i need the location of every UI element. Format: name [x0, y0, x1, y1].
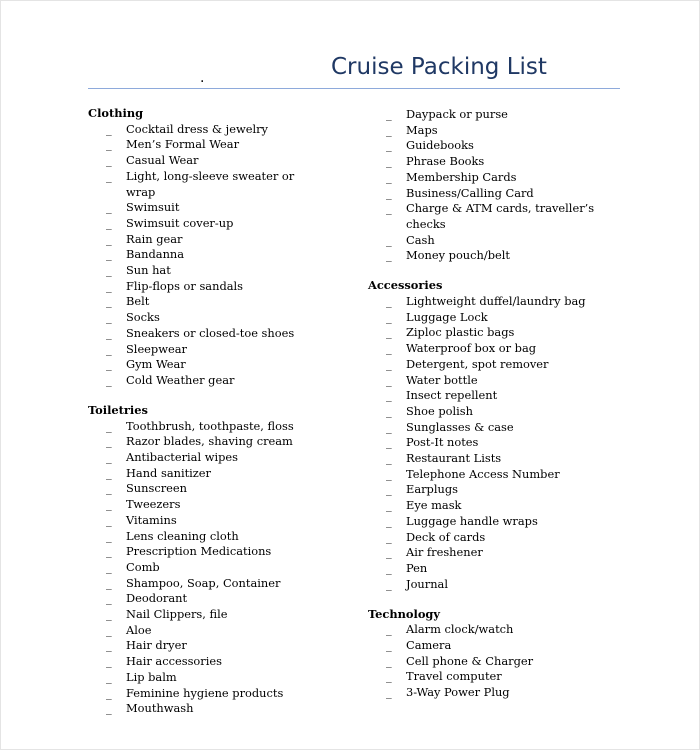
list-item-label: Swimsuit cover-up: [126, 215, 234, 230]
list-item: [368, 388, 618, 404]
list-item-label: Mouthwash: [126, 701, 194, 716]
list-item: [368, 514, 618, 530]
section-heading: Clothing: [88, 106, 144, 120]
section-heading: Technology: [368, 606, 441, 621]
list-item-label: Eye mask: [406, 498, 462, 513]
section-clothing: [88, 106, 358, 389]
list-item-label: Swimsuit: [126, 200, 180, 215]
list-item-label: Bandanna: [126, 247, 185, 262]
list-item: [88, 623, 358, 639]
bullet-mark: _: [386, 685, 392, 700]
list-item-label: Flip-flops or sandals: [126, 278, 244, 293]
list-item-label: Detergent, spot remover: [406, 356, 549, 371]
list-item: [368, 107, 618, 123]
bullet-mark: _: [386, 466, 392, 481]
list-item-label: Charge & ATM cards, traveller’s checks: [406, 201, 595, 231]
list-item: [88, 686, 358, 702]
list-item: [368, 170, 618, 186]
list-item: [368, 498, 618, 514]
list-item: [88, 279, 358, 295]
list-item: [88, 169, 358, 200]
bullet-mark: _: [386, 294, 392, 309]
bullet-mark: _: [386, 498, 392, 513]
list-item-label: Earplugs: [406, 482, 458, 497]
bullet-mark: _: [106, 622, 112, 637]
bullet-mark: _: [106, 168, 112, 183]
bullet-mark: _: [106, 512, 112, 527]
list-item: [368, 404, 618, 420]
bullet-mark: _: [106, 481, 112, 496]
bullet-mark: _: [106, 654, 112, 669]
bullet-mark: _: [386, 185, 392, 200]
list-item-label: Air freshener: [406, 545, 483, 560]
list-item-label: Prescription Medications: [126, 544, 272, 559]
list-item-label: Nail Clippers, file: [126, 607, 228, 622]
bullet-mark: _: [106, 685, 112, 700]
bullet-mark: _: [386, 122, 392, 137]
list-item-label: Shampoo, Soap, Container: [126, 575, 281, 590]
bullet-mark: _: [106, 418, 112, 433]
list-item-label: Sunglasses & case: [406, 419, 514, 434]
bullet-mark: _: [386, 403, 392, 418]
list-item-label: Journal: [406, 576, 448, 591]
list-item-label: Razor blades, shaving cream: [126, 434, 293, 449]
list-item: [88, 263, 358, 279]
list-item-label: Cash: [406, 232, 435, 247]
list-item: [88, 481, 358, 497]
list-item-label: Deck of cards: [406, 529, 486, 544]
bullet-mark: _: [386, 529, 392, 544]
section-toiletries: [88, 403, 358, 717]
bullet-mark: _: [106, 341, 112, 356]
bullet-mark: _: [386, 169, 392, 184]
list-item-label: Guidebooks: [406, 138, 474, 153]
bullet-mark: _: [386, 248, 392, 263]
left-column: [88, 106, 358, 731]
list-item-label: Insect repellent: [406, 388, 498, 403]
list-item-label: Luggage Lock: [406, 309, 488, 324]
list-item-label: Phrase Books: [406, 154, 485, 169]
list-item-label: Daypack or purse: [406, 107, 508, 121]
list-item-label: Luggage handle wraps: [406, 513, 538, 528]
bullet-mark: _: [106, 310, 112, 325]
bullet-mark: _: [386, 356, 392, 371]
list-item-label: Money pouch/belt: [406, 248, 510, 263]
bullet-mark: _: [386, 201, 392, 216]
bullet-mark: _: [106, 153, 112, 168]
list-item-label: Sunscreen: [126, 481, 187, 496]
list-item: [368, 622, 618, 638]
bullet-mark: _: [106, 263, 112, 278]
list-item-label: Post-It notes: [406, 435, 479, 450]
list-item: [88, 137, 358, 153]
section-continued: [368, 107, 618, 264]
list-item-label: Gym Wear: [126, 357, 186, 372]
list-item-label: Sneakers or closed-toe shoes: [126, 325, 295, 340]
list-item: [88, 247, 358, 263]
list-item: [368, 154, 618, 170]
list-item-label: Cold Weather gear: [126, 372, 235, 387]
bullet-mark: _: [386, 513, 392, 528]
list-item-label: Tweezers: [126, 497, 181, 512]
list-item: [88, 326, 358, 342]
list-item: [368, 138, 618, 154]
list-item: [88, 529, 358, 545]
list-item-label: Cell phone & Charger: [406, 653, 534, 668]
list-item: [368, 294, 618, 310]
bullet-mark: _: [386, 325, 392, 340]
right-column: [368, 107, 618, 715]
bullet-mark: _: [386, 576, 392, 591]
list-item: [368, 451, 618, 467]
list-item: [88, 513, 358, 529]
list-item-label: Comb: [126, 559, 160, 574]
list-item-label: Camera: [406, 638, 452, 653]
list-item-label: Lightweight duffel/laundry bag: [406, 294, 586, 309]
bullet-mark: _: [106, 701, 112, 716]
bullet-mark: _: [106, 497, 112, 512]
list-item-label: Sun hat: [126, 263, 171, 278]
list-item-label: Hair accessories: [126, 654, 222, 669]
bullet-mark: _: [106, 669, 112, 684]
list-item: [88, 434, 358, 450]
list-item-label: Light, long-sleeve sweater or wrap: [126, 168, 295, 199]
list-item-label: Travel computer: [406, 669, 502, 684]
list-item: [368, 186, 618, 202]
bullet-mark: _: [106, 294, 112, 309]
list-item: [88, 419, 358, 435]
list-item: [88, 638, 358, 654]
bullet-mark: _: [386, 560, 392, 575]
bullet-mark: _: [106, 200, 112, 215]
list-item: [368, 482, 618, 498]
section-heading: Toiletries: [88, 402, 148, 417]
list-item: [88, 310, 358, 326]
list-item: [368, 341, 618, 357]
list-item: [88, 466, 358, 482]
list-item: [88, 342, 358, 358]
list-item-label: Water bottle: [406, 372, 478, 387]
bullet-mark: _: [386, 232, 392, 247]
list-item: [368, 420, 618, 436]
list-item-label: 3-Way Power Plug: [406, 685, 510, 700]
section-heading: Accessories: [368, 278, 443, 293]
list-item: [368, 233, 618, 249]
list-item: [368, 310, 618, 326]
list-item: [88, 232, 358, 248]
list-item-label: Shoe polish: [406, 403, 473, 418]
list-item: [368, 561, 618, 577]
bullet-mark: _: [386, 545, 392, 560]
page-title: Cruise Packing List: [331, 54, 547, 80]
bullet-mark: _: [386, 372, 392, 387]
list-item-label: Sleepwear: [126, 341, 187, 356]
list-item: [368, 577, 618, 593]
list-item: [368, 467, 618, 483]
list-item: [88, 294, 358, 310]
list-item: [88, 497, 358, 513]
bullet-mark: _: [106, 544, 112, 559]
bullet-mark: _: [386, 435, 392, 450]
list-item-label: Waterproof box or bag: [406, 341, 537, 356]
list-item-label: Pen: [406, 560, 428, 575]
title-rule: [88, 88, 620, 89]
list-item-label: Vitamins: [126, 512, 177, 527]
list-item: [88, 591, 358, 607]
list-item: [368, 545, 618, 561]
list-item-label: Feminine hygiene products: [126, 685, 284, 700]
list-item: [88, 544, 358, 560]
list-item: [368, 638, 618, 654]
bullet-mark: _: [386, 309, 392, 324]
list-item: [88, 200, 358, 216]
list-item-label: Restaurant Lists: [406, 451, 502, 466]
list-item: [88, 576, 358, 592]
list-item: [368, 201, 618, 232]
list-item-label: Business/Calling Card: [406, 185, 534, 200]
list-item-label: Deodorant: [126, 591, 188, 606]
bullet-mark: _: [386, 138, 392, 153]
list-item-label: Toothbrush, toothpaste, floss: [126, 418, 294, 433]
bullet-mark: _: [386, 451, 392, 466]
list-item: [88, 607, 358, 623]
bullet-mark: _: [386, 638, 392, 653]
bullet-mark: _: [106, 528, 112, 543]
list-item: [368, 530, 618, 546]
list-item: [368, 248, 618, 264]
list-item-label: Hair dryer: [126, 638, 187, 653]
list-item-label: Membership Cards: [406, 169, 517, 184]
bullet-mark: _: [106, 465, 112, 480]
list-item-label: Belt: [126, 294, 150, 309]
bullet-mark: _: [106, 638, 112, 653]
list-item: [368, 325, 618, 341]
list-item-label: Socks: [126, 310, 160, 325]
list-item-label: Telephone Access Number: [406, 466, 560, 481]
list-item: [88, 153, 358, 169]
list-item: [368, 373, 618, 389]
bullet-mark: _: [106, 121, 112, 136]
bullet-mark: _: [106, 231, 112, 246]
bullet-mark: _: [106, 247, 112, 262]
list-item: [368, 654, 618, 670]
list-item-label: Aloe: [126, 622, 152, 637]
list-item-label: Men’s Formal Wear: [126, 137, 240, 152]
bullet-mark: _: [106, 575, 112, 590]
bullet-mark: _: [106, 591, 112, 606]
stray-dot: .: [200, 70, 205, 86]
bullet-mark: _: [386, 482, 392, 497]
bullet-mark: _: [106, 434, 112, 449]
bullet-mark: _: [386, 154, 392, 169]
list-item: [88, 216, 358, 232]
bullet-mark: _: [106, 607, 112, 622]
bullet-mark: _: [106, 278, 112, 293]
list-item-label: Ziploc plastic bags: [406, 325, 515, 340]
list-item: [88, 670, 358, 686]
list-item-label: Hand sanitizer: [126, 465, 211, 480]
list-item: [88, 560, 358, 576]
list-item-label: Lens cleaning cloth: [126, 528, 239, 543]
section-technology: [368, 607, 618, 701]
bullet-mark: _: [106, 137, 112, 152]
bullet-mark: _: [106, 372, 112, 387]
bullet-mark: _: [106, 559, 112, 574]
bullet-mark: _: [386, 653, 392, 668]
list-item: [368, 685, 618, 701]
list-item-label: Rain gear: [126, 231, 183, 246]
bullet-mark: _: [106, 450, 112, 465]
bullet-mark: _: [106, 325, 112, 340]
list-item: [88, 450, 358, 466]
bullet-mark: _: [386, 669, 392, 684]
bullet-mark: _: [386, 107, 392, 121]
list-item: [88, 122, 358, 138]
bullet-mark: _: [386, 341, 392, 356]
list-item-label: Cocktail dress & jewelry: [126, 121, 268, 136]
bullet-mark: _: [386, 388, 392, 403]
list-item: [88, 701, 358, 717]
list-item: [368, 669, 618, 685]
list-item-label: Alarm clock/watch: [406, 622, 514, 637]
list-item-label: Maps: [406, 122, 438, 137]
list-item-label: Casual Wear: [126, 153, 199, 168]
list-item-label: Lip balm: [126, 669, 177, 684]
list-item: [88, 654, 358, 670]
bullet-mark: _: [386, 419, 392, 434]
bullet-mark: _: [106, 357, 112, 372]
section-accessories: [368, 278, 618, 592]
bullet-mark: _: [386, 622, 392, 637]
list-item: [368, 123, 618, 139]
list-item: [88, 373, 358, 389]
bullet-mark: _: [106, 215, 112, 230]
list-item: [368, 435, 618, 451]
list-item-label: Antibacterial wipes: [126, 450, 238, 465]
list-item: [368, 357, 618, 373]
list-item: [88, 357, 358, 373]
